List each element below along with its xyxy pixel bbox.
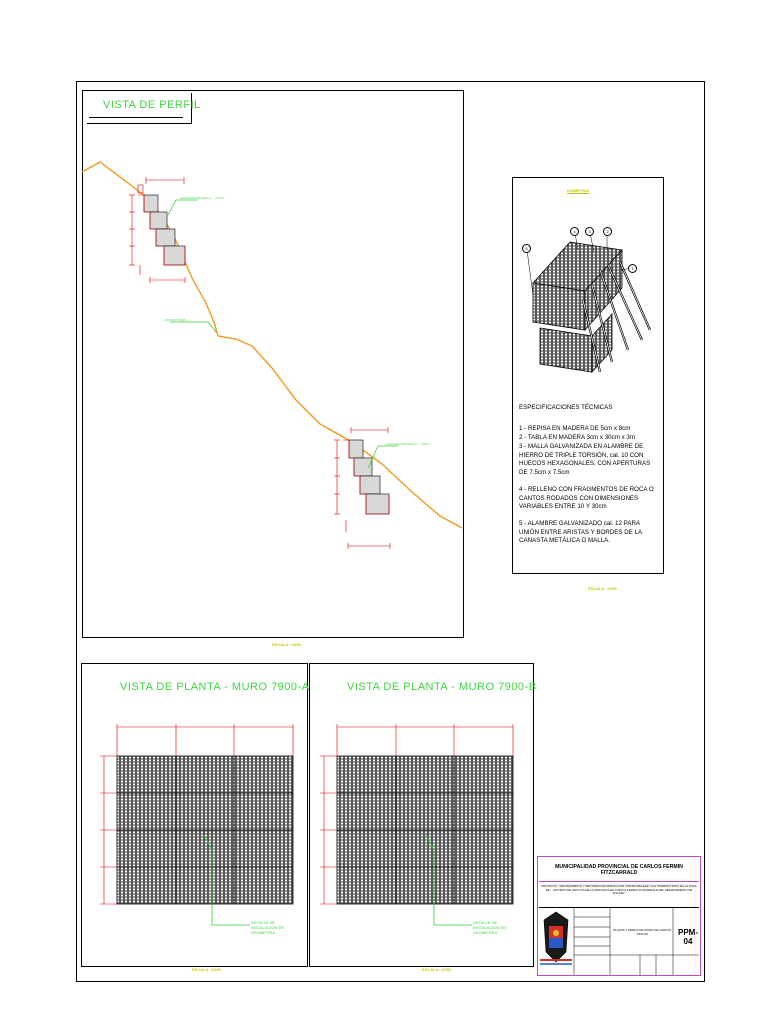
- title-block-plan-name: PLANTA Y PERFIL DE MURO DE GAVION TIPICAS: [613, 928, 671, 936]
- plan-b-scale: ESCALA: 1/250: [422, 967, 451, 972]
- plan-a-detail-label: DETALLE DE INSTALACIÓN EN GEOMETRIA: [251, 920, 285, 935]
- profile-view-title: VISTA DE PERFIL: [103, 99, 201, 111]
- isometric-title: ISOMETRIA: [567, 188, 590, 193]
- profile-label-top: GAVIONES DE MALLA ... TIPO 1: [180, 196, 225, 200]
- title-block-entity: MUNICIPALIDAD PROVINCIAL DE CARLOS FERMIN FITZCARRALD: [555, 864, 683, 876]
- spec-2: 2 - TABLA EN MADERA 3cm x 30cm x 3m: [519, 434, 635, 441]
- plan-a-title: VISTA DE PLANTA - MURO 7900-A: [120, 681, 310, 693]
- profile-scale: ESCALA: 1/500: [272, 642, 301, 647]
- plan-b-detail-label: DETALLE DE INSTALACIÓN EN GEOMETRIA: [473, 920, 507, 935]
- plan-b-title: VISTA DE PLANTA - MURO 7900-B: [347, 681, 537, 693]
- callout-5: 5: [522, 244, 531, 253]
- callout-4: 4: [570, 227, 579, 236]
- spec-5: 5 - ALAMBRE GALVANIZADO cal. 12 PARA UNIÓN ENTRE ARISTAS Y BORDES DE LA CANASTA METÁLICA O MALLA.: [519, 520, 642, 545]
- profile-label-bottom: GAVIONES DE MALLA ... TIPO 1: [386, 442, 431, 446]
- profile-label-mid: ESTRUCTURA ...: [165, 318, 189, 322]
- isometric-scale: ESCALA: 1/200: [588, 586, 617, 591]
- title-block-project: PROYECTO: "MEJORAMIENTO Y REFUERZO DE SERVICIO DE TRANSITABILIDAD VIAL INTERDISTRITAL EN LA ZONA DE ... DISTRITO DE SAN LUIS DE LA PROVINCIA DE CARLOS FERMIN FITZCARRALD DEL DEPARTAMENTO DE ANCASH": [541, 884, 697, 895]
- callout-2: 2: [603, 227, 612, 236]
- spec-4: 4 - RELLENO CON FRAGMENTOS DE ROCA O CANTOS RODADOS CON DIMENSIONES VARIABLES ENTRE 10 Y 30cm: [519, 486, 654, 511]
- plan-a-scale: ESCALA: 1/250: [192, 967, 221, 972]
- title-block-sheet-id: PPM-04: [678, 928, 698, 946]
- callout-1: 1: [628, 264, 637, 273]
- spec-3: 3 - MALLA GALVANIZADA EN ALAMBRE DE HIERRO DE TRIPLE TORSIÓN, cal. 10 CON HUECOS HEXAGONALES, CON APERTURAS DE 7.5cm x 7.5cm: [519, 443, 651, 476]
- specs-title: ESPECIFICACIONES TÉCNICAS: [519, 404, 613, 411]
- spec-1: 1 - REPISA EN MADERA DE 5cm x 8cm: [519, 425, 631, 432]
- callout-3: 3: [585, 227, 594, 236]
